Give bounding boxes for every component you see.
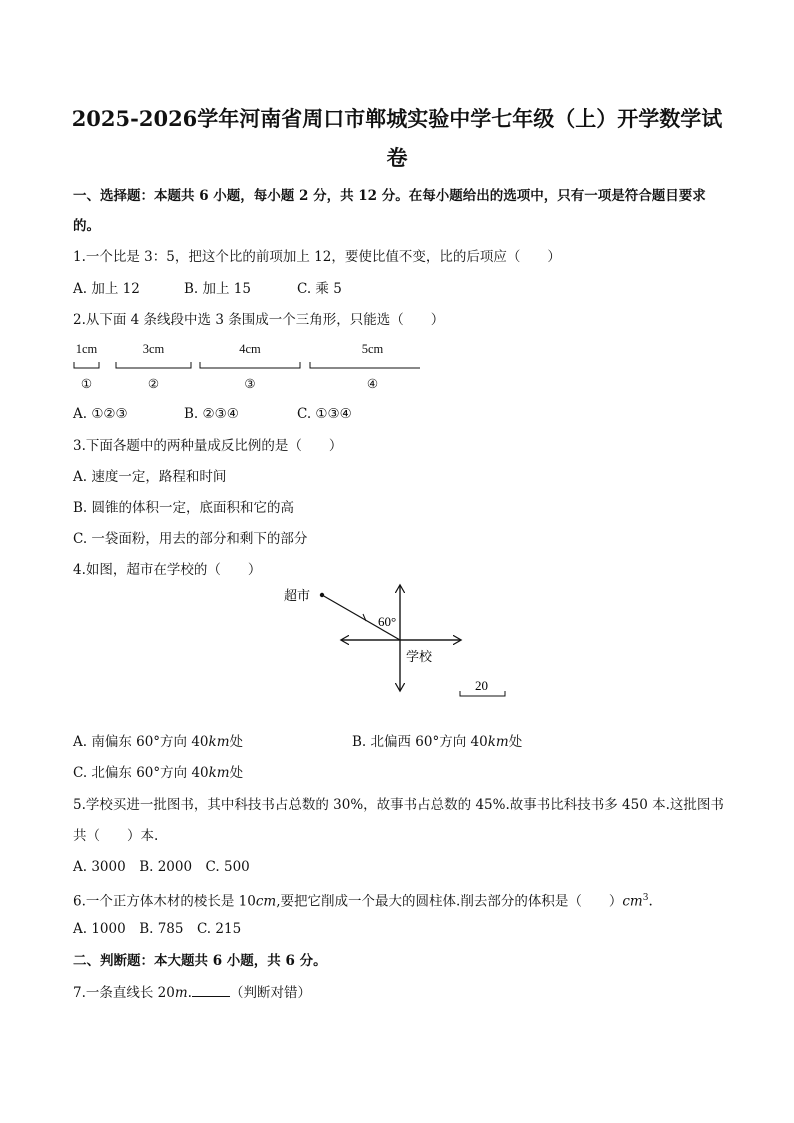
question-1-option-a: A. 加上 12 — [73, 281, 140, 297]
question-2-option-c: C. ①③④ — [297, 406, 352, 422]
question-3-option-a: A. 速度一定，路程和时间 — [73, 469, 227, 485]
section2-heading: 二、判断题：本大题共 6 小题，共 6 分。 — [73, 953, 327, 969]
scale-label: 20 — [475, 678, 488, 693]
question-2-stem: 2.从下面 4 条线段中选 3 条围成一个三角形，只能选（ ） — [73, 312, 445, 328]
question-4-option-b: B. 北偏西 60°方向 40km处 — [352, 734, 523, 750]
supermarket-point — [320, 593, 324, 597]
supermarket-label: 超市 — [284, 589, 311, 604]
question-1-option-c: C. 乘 5 — [297, 281, 342, 297]
segment-length-label: 4cm — [239, 342, 261, 356]
question-6-options: A. 1000 B. 785 C. 215 — [73, 921, 242, 937]
section1-heading-cont: 的。 — [73, 218, 100, 234]
question-2-option-b: B. ②③④ — [184, 406, 239, 422]
segment-length-label: 3cm — [142, 342, 165, 356]
segment-length-label: 1cm — [75, 342, 98, 356]
question-3-option-c: C. 一袋面粉，用去的部分和剩下的部分 — [73, 531, 308, 547]
segment-line — [310, 362, 420, 368]
segment-number-label: ④ — [366, 377, 379, 391]
question-5-stem: 5.学校买进一批图书，其中科技书占总数的 30%，故事书占总数的 45%.故事书比科技书多 450 本.这批图书 — [73, 797, 724, 813]
segment-line — [116, 362, 191, 368]
segment-number-label: ③ — [244, 377, 256, 391]
question-3-stem: 3.下面各题中的两种量成反比例的是（ ） — [73, 438, 343, 454]
line-segments-figure — [70, 338, 420, 394]
question-3-option-b: B. 圆锥的体积一定，底面积和它的高 — [73, 500, 295, 516]
question-7-stem: 7.一条直线长 20m. （判断对错） — [73, 982, 311, 1003]
question-2-option-a: A. ①②③ — [73, 406, 128, 422]
direction-diagram — [270, 578, 520, 698]
segment-length-label: 5cm — [361, 342, 384, 356]
question-4-option-c: C. 北偏东 60°方向 40km处 — [73, 765, 244, 781]
question-5-stem-cont: 共（ ）本. — [73, 828, 159, 844]
segment-line — [74, 362, 99, 368]
question-4-stem: 4.如图，超市在学校的（ ） — [73, 562, 262, 578]
angle-label: 60° — [378, 614, 397, 629]
answer-blank[interactable] — [192, 982, 230, 997]
question-1-option-b: B. 加上 15 — [184, 281, 251, 297]
school-label: 学校 — [406, 650, 433, 665]
segment-number-label: ② — [147, 377, 160, 391]
segment-line — [200, 362, 300, 368]
question-1-stem: 1.一个比是 3：5，把这个比的前项加上 12，要使比值不变，比的后项应（ ） — [73, 249, 561, 265]
section1-heading: 一、选择题：本题共 6 小题，每小题 2 分，共 12 分。在每小题给出的选项中，只有一项是符合题目要求 — [73, 188, 706, 204]
question-6-stem: 6.一个正方体木材的棱长是 10cm,要把它削成一个最大的圆柱体.削去部分的体积是（ ）$cm^3$. — [73, 893, 653, 910]
exam-title-line1: 2025-2026学年河南省周口市郸城实验中学七年级（上）开学数学试 — [71, 106, 723, 131]
exam-title-line2: 卷 — [386, 145, 408, 170]
question-5-options: A. 3000 B. 2000 C. 500 — [73, 859, 250, 875]
segment-number-label: ① — [80, 377, 93, 391]
question-4-option-a: A. 南偏东 60°方向 40km处 — [73, 734, 244, 750]
